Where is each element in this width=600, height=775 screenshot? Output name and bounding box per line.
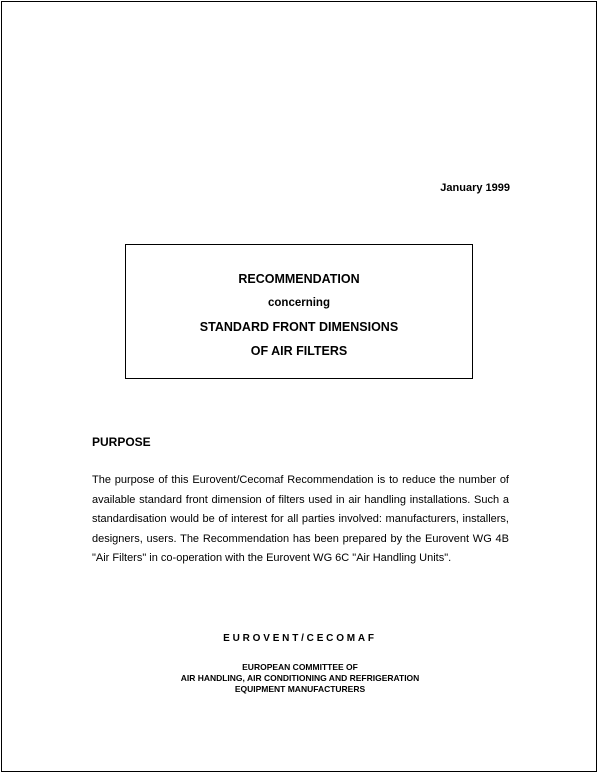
title-recommendation: RECOMMENDATION bbox=[238, 272, 360, 286]
purpose-paragraph: The purpose of this Eurovent/Cecomaf Recommendation is to reduce the number of available standard front dimension of filters used in air handling installations. Such a standardisation would be of interest for all parties involved: manufacturers, installers, designers, users. The Recommendation has been prepared by the Eurovent WG 4B "Air Filters" in co-operation with the Eurovent WG 6C "Air Handling Units". bbox=[92, 474, 509, 564]
organization-description-line: EUROPEAN COMMITTEE OF bbox=[242, 662, 358, 672]
title-concerning: concerning bbox=[268, 297, 330, 309]
organization-description-line: AIR HANDLING, AIR CONDITIONING AND REFRIGERATION bbox=[180, 673, 420, 683]
organization-name: EUROVENT/CECOMAF bbox=[223, 633, 377, 644]
organization-description bbox=[0, 662, 600, 695]
title-subject-continued: OF AIR FILTERS bbox=[250, 344, 348, 358]
organization-description-line: EQUIPMENT MANUFACTURERS bbox=[234, 684, 366, 694]
page-border bbox=[1, 1, 597, 772]
document-date: January 1999 bbox=[440, 182, 510, 194]
purpose-heading: PURPOSE bbox=[92, 435, 151, 449]
title-box bbox=[125, 244, 473, 379]
title-subject: STANDARD FRONT DIMENSIONS bbox=[199, 320, 399, 334]
